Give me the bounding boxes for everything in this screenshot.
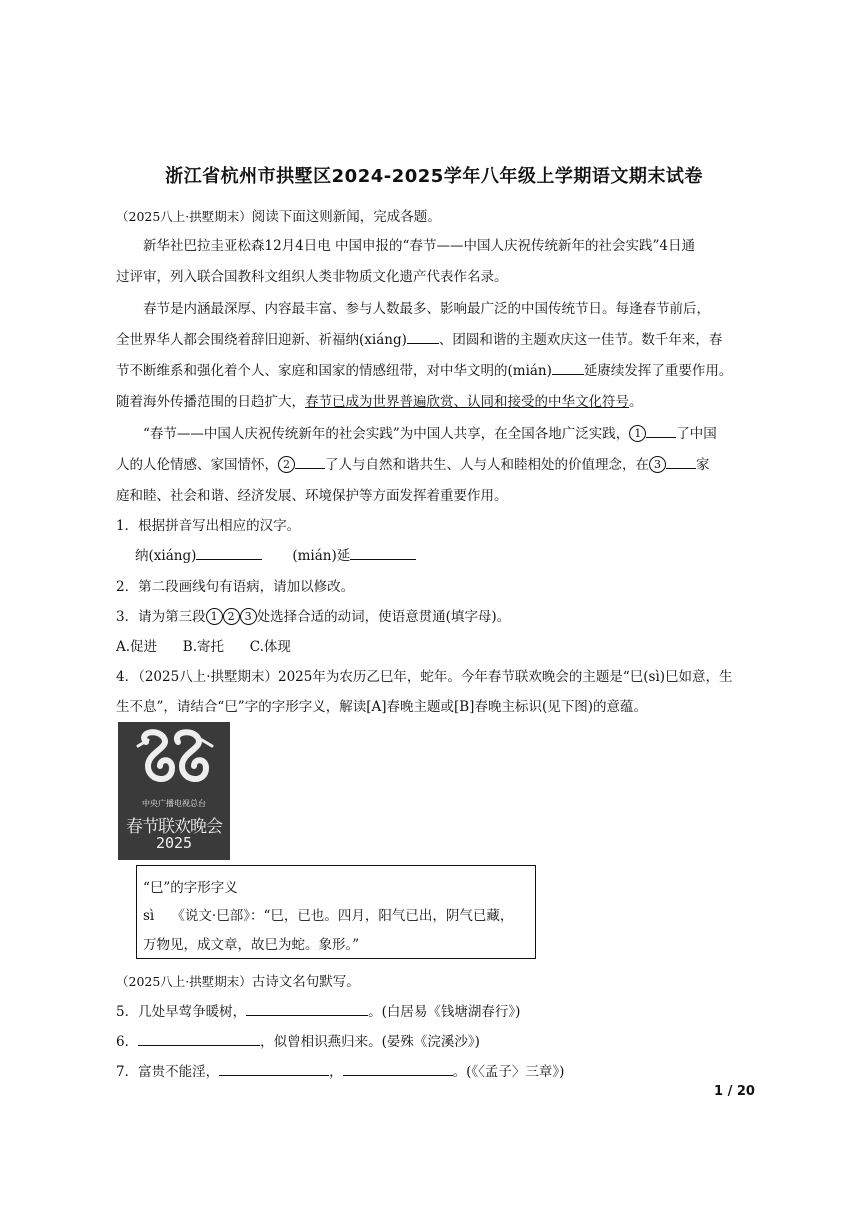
circle-3-marker: 3: [649, 456, 666, 473]
p2-line-3: [116, 359, 732, 379]
circle-1-marker: 1: [206, 608, 223, 625]
answer-blank-b[interactable]: [350, 546, 416, 561]
section-2-text: 古诗文名句默写。: [251, 974, 360, 990]
p3-line-2-b: 了人与自然和谐共生、人与人和睦相处的价值理念，在: [325, 457, 649, 473]
p3-line-1-a: “春节——中国人庆祝传统新年的社会实践”为中国人共享，在全国各地广泛实践，: [143, 426, 630, 442]
p3-line-1: [143, 422, 717, 442]
page-number: 1 / 20: [714, 1084, 755, 1099]
blank-mian: [552, 361, 584, 376]
question-7: [116, 1060, 564, 1080]
p2-line-4-a: 随着海外传播范围的日趋扩大，: [116, 394, 305, 410]
underlined-sentence: 春节已成为世界普遍欣赏、认同和接受的中华文化符号: [305, 394, 629, 410]
p2-line-1: 春节是内涵最深厚、内容最丰富、参与人数最多、影响最广泛的中国传统节日。每逢春节前后，: [143, 301, 710, 317]
spring-gala-logo-image: [118, 722, 230, 860]
p2-line-4: [116, 390, 643, 410]
p2-line-2: [116, 328, 722, 348]
p2-line-3-b: 延赓续发挥了重要作用。: [583, 363, 733, 379]
p3-line-2-c: 家: [696, 457, 710, 473]
answer-blank-q5[interactable]: [246, 1002, 368, 1017]
question-6: [116, 1030, 480, 1050]
intro-line: [116, 205, 441, 225]
question-1: 1．根据拼音写出相应的汉字。: [116, 518, 301, 534]
box-line-3: 万物见，成文章，故巳为蛇。象形。”: [143, 937, 360, 953]
box-line-2: sì 《说文·巳部》：“巳，已也。四月，阳气已出，阴气已藏，: [143, 908, 514, 924]
p2-line-4-b: 。: [629, 394, 643, 410]
q3-a: 3．请为第三段: [116, 609, 206, 625]
q5-a: 5．几处早莺争暖树，: [116, 1004, 247, 1020]
p1-line-1: 新华社巴拉圭亚松森12月4日电 中国申报的“春节——中国人庆祝传统新年的社会实践”4日通: [143, 238, 695, 254]
logo-year: 2025: [155, 834, 193, 852]
question-4-line-1: 4．（2025八上·拱墅期末）2025年为农历乙巳年，蛇年。今年春节联欢晚会的主题是“巳(sì)巳如意，生: [116, 669, 733, 685]
question-4-line-2: 生不息”，请结合“巳”字的字形字义，解读[A]春晚主题或[B]春晚主标识(见下图)的意蕴。: [116, 699, 647, 715]
box-title: “巳”的字形字义: [143, 880, 238, 896]
p3-line-1-b: 了中国: [676, 426, 717, 442]
q7-c: 。(《〈孟子〉三章》): [452, 1064, 565, 1080]
blank-xiang: [407, 330, 439, 345]
circle-2-marker: 2: [223, 608, 240, 625]
p1-line-2: 过评审，列入联合国教科文组织人类非物质文化遗产代表作名录。: [116, 269, 508, 285]
snake-emblem-icon: [118, 722, 230, 802]
p3-line-2-a: 人的人伦情感、家国情怀，: [116, 457, 278, 473]
question-3-options: A.促进 B.寄托 C.体现: [116, 639, 291, 655]
question-3: [116, 605, 510, 625]
p3-line-3: 庭和睦、社会和谐、经济发展、环境保护等方面发挥着重要作用。: [116, 488, 508, 504]
q6-b: ，似曾相识燕归来。(晏殊《浣溪沙》): [260, 1034, 480, 1050]
q7-b: ，: [329, 1064, 343, 1080]
q3-b: 处选择合适的动词，使语意贯通(填字母)。: [256, 609, 511, 625]
answer-blank-a[interactable]: [196, 546, 262, 561]
q1-item-a: 纳(xiáng): [135, 548, 197, 564]
circle-2-marker: 2: [278, 456, 295, 473]
logo-main-text: 春节联欢晚会: [126, 817, 222, 837]
blank-1: [646, 424, 676, 439]
circle-1-marker: 1: [629, 425, 646, 442]
p2-line-3-a: 节不断维系和强化着个人、家庭和国家的情感纽带，对中华文明的(mián): [116, 363, 552, 379]
glyph-definition-box: [136, 865, 536, 959]
q5-b: 。(白居易《钱塘湖春行》): [368, 1004, 521, 1020]
q7-a: 7．富贵不能淫，: [116, 1064, 220, 1080]
q6-a: 6．: [116, 1034, 139, 1050]
circle-3-marker: 3: [240, 608, 257, 625]
intro-text: 阅读下面这则新闻，完成各题。: [251, 209, 441, 225]
p2-line-2-b: 、团圆和谐的主题欢庆这一佳节。数千年来，春: [438, 332, 723, 348]
answer-blank-q7-2[interactable]: [343, 1062, 453, 1077]
section-2-intro: [116, 970, 360, 990]
q1-item-b: (mián)延: [292, 548, 351, 564]
blank-3: [666, 455, 696, 470]
p2-line-2-a: 全世界华人都会围绕着辞旧迎新、祈福纳(xiáng): [116, 332, 407, 348]
question-5: [116, 1000, 520, 1020]
blank-2: [295, 455, 325, 470]
source-tag: （2025八上·拱墅期末）: [116, 209, 252, 224]
question-2: 2．第二段画线句有语病，请加以修改。: [116, 579, 355, 595]
answer-blank-q7-1[interactable]: [219, 1062, 329, 1077]
p3-line-2: [116, 453, 710, 473]
page-title: 浙江省杭州市拱墅区2024-2025学年八年级上学期语文期末试卷: [165, 166, 703, 187]
source-tag: （2025八上·拱墅期末）: [116, 974, 252, 989]
question-1-answers: [135, 544, 416, 564]
answer-blank-q6[interactable]: [138, 1032, 260, 1047]
logo-subtitle: 中央广播电视总台: [142, 799, 206, 808]
